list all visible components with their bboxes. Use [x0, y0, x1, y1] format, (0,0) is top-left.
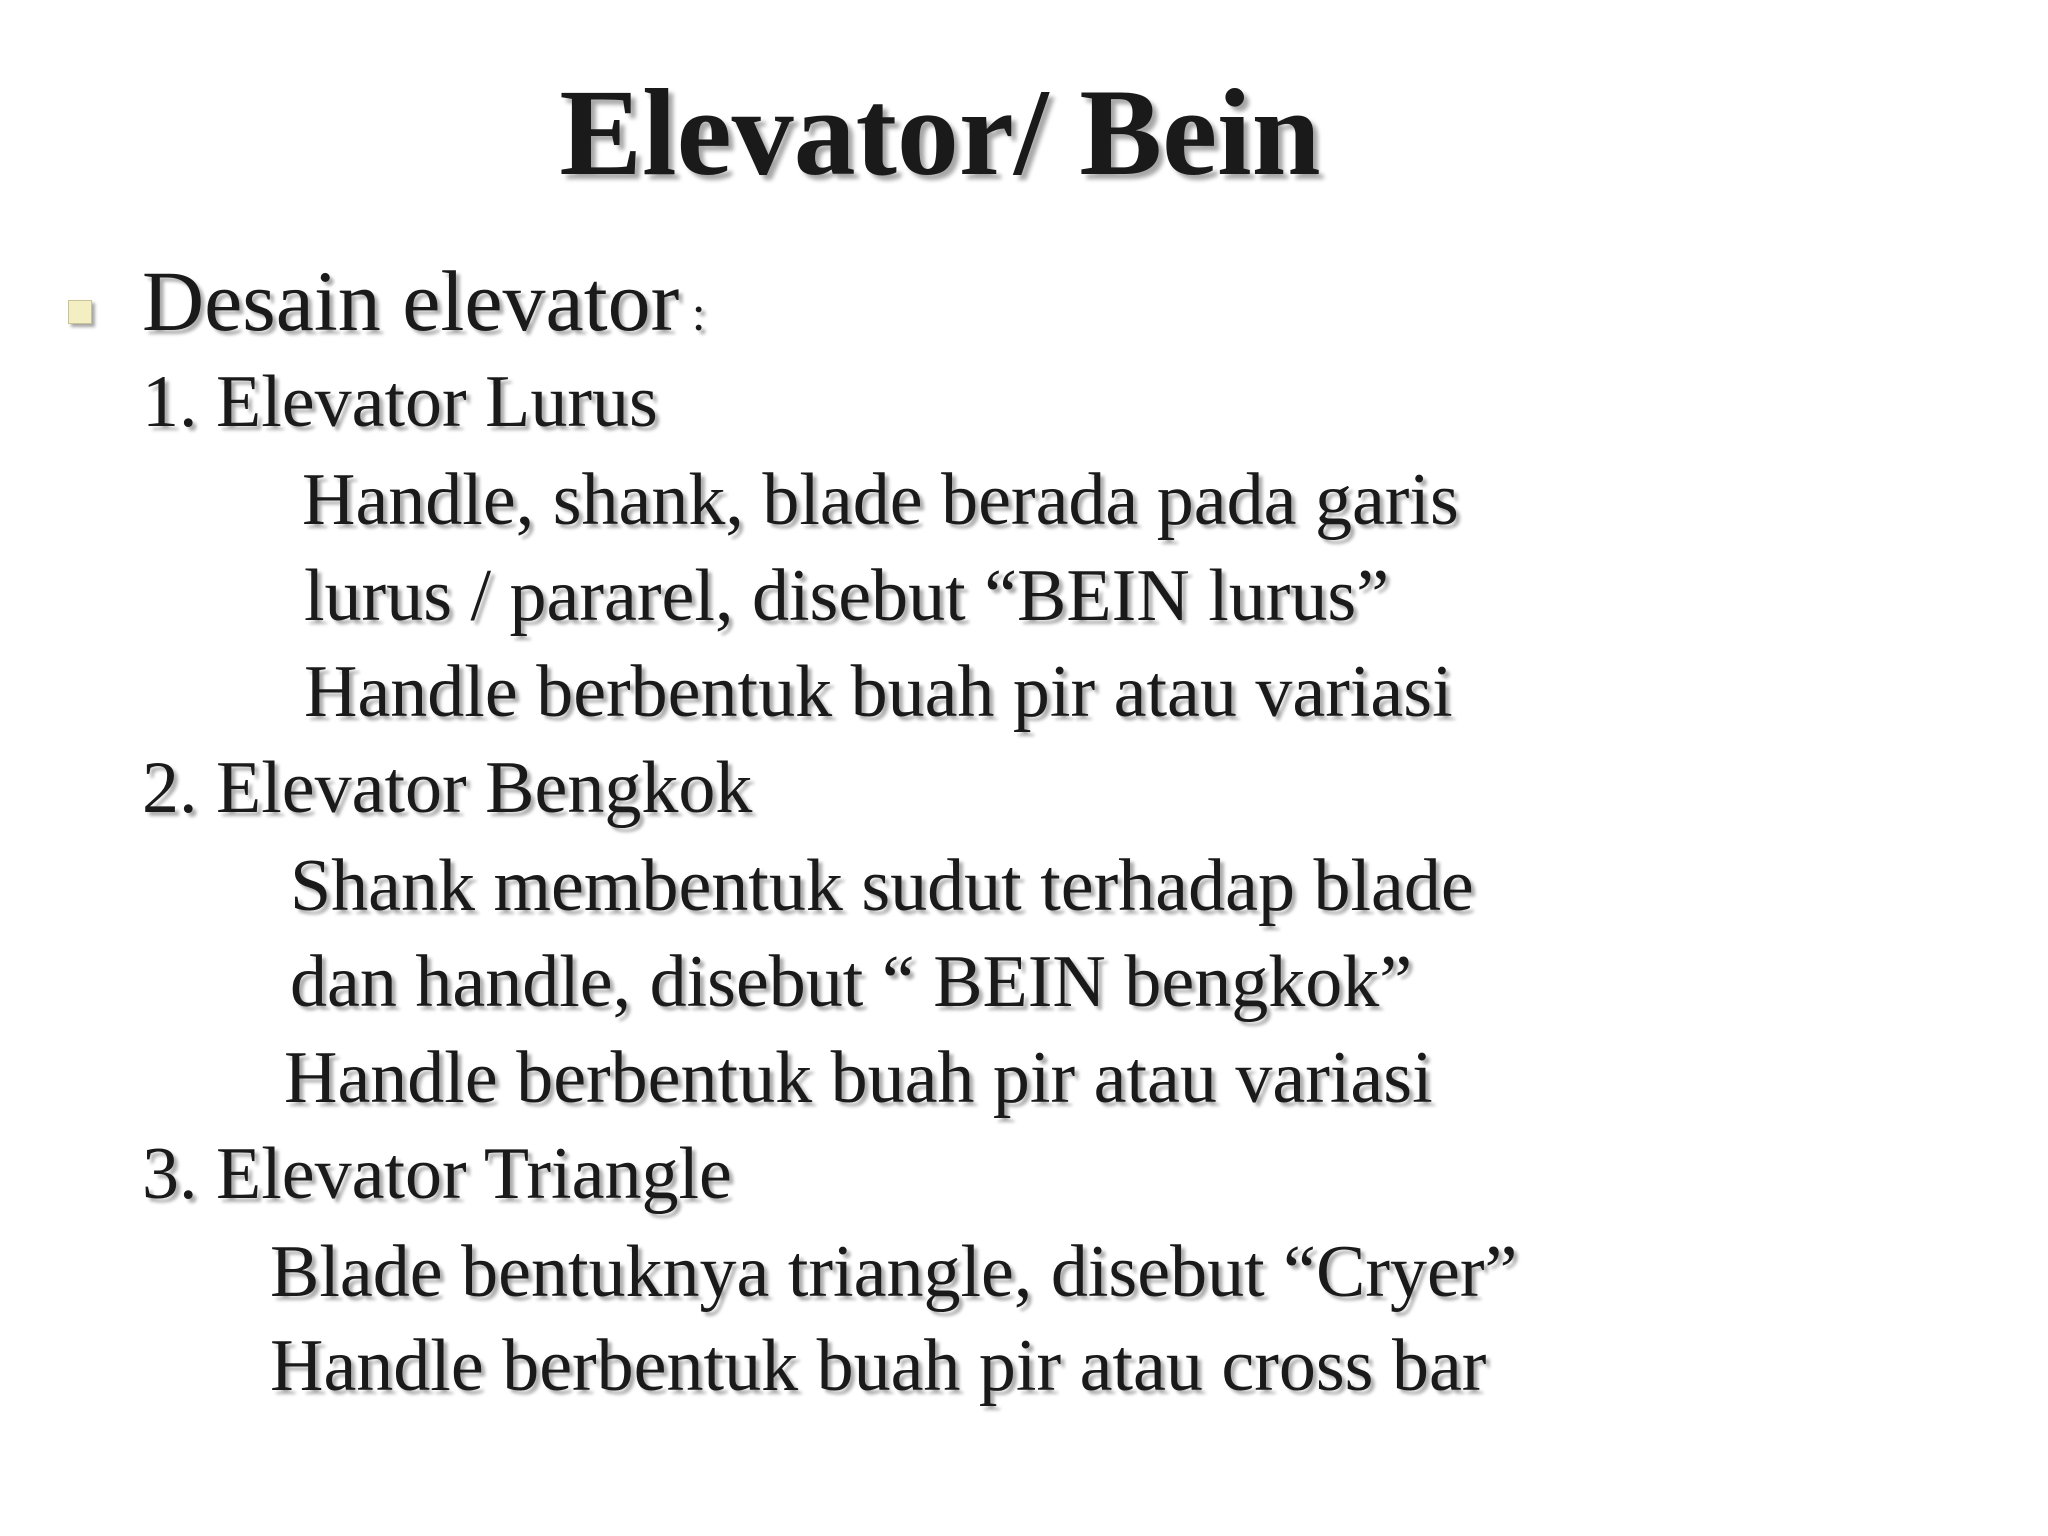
item-heading-2: 2. Elevator Bengkok: [142, 747, 753, 829]
bullet-text: [142, 250, 706, 353]
bullet-label: Desain elevator: [142, 253, 680, 349]
item-3-line-2: Handle berbentuk buah pir atau cross bar: [270, 1325, 1487, 1407]
item-1-line-1: Handle, shank, blade berada pada garis: [302, 459, 1459, 541]
item-1-line-3: Handle berbentuk buah pir atau variasi: [304, 651, 1453, 733]
bullet-colon: :: [679, 285, 706, 341]
item-2-line-3: Handle berbentuk buah pir atau variasi: [284, 1037, 1433, 1119]
item-2-line-2: dan handle, disebut “ BEIN bengkok”: [290, 941, 1413, 1023]
item-3-line-1: Blade bentuknya triangle, disebut “Cryer”: [270, 1231, 1518, 1313]
slide-title: Elevator/ Bein: [559, 64, 1321, 201]
item-heading-3: 3. Elevator Triangle: [142, 1133, 732, 1215]
item-2-line-1: Shank membentuk sudut terhadap blade: [290, 845, 1474, 927]
item-1-line-2: lurus / pararel, disebut “BEIN lurus”: [304, 555, 1390, 637]
square-bullet-icon: [68, 300, 92, 324]
item-heading-1: 1. Elevator Lurus: [142, 361, 658, 443]
